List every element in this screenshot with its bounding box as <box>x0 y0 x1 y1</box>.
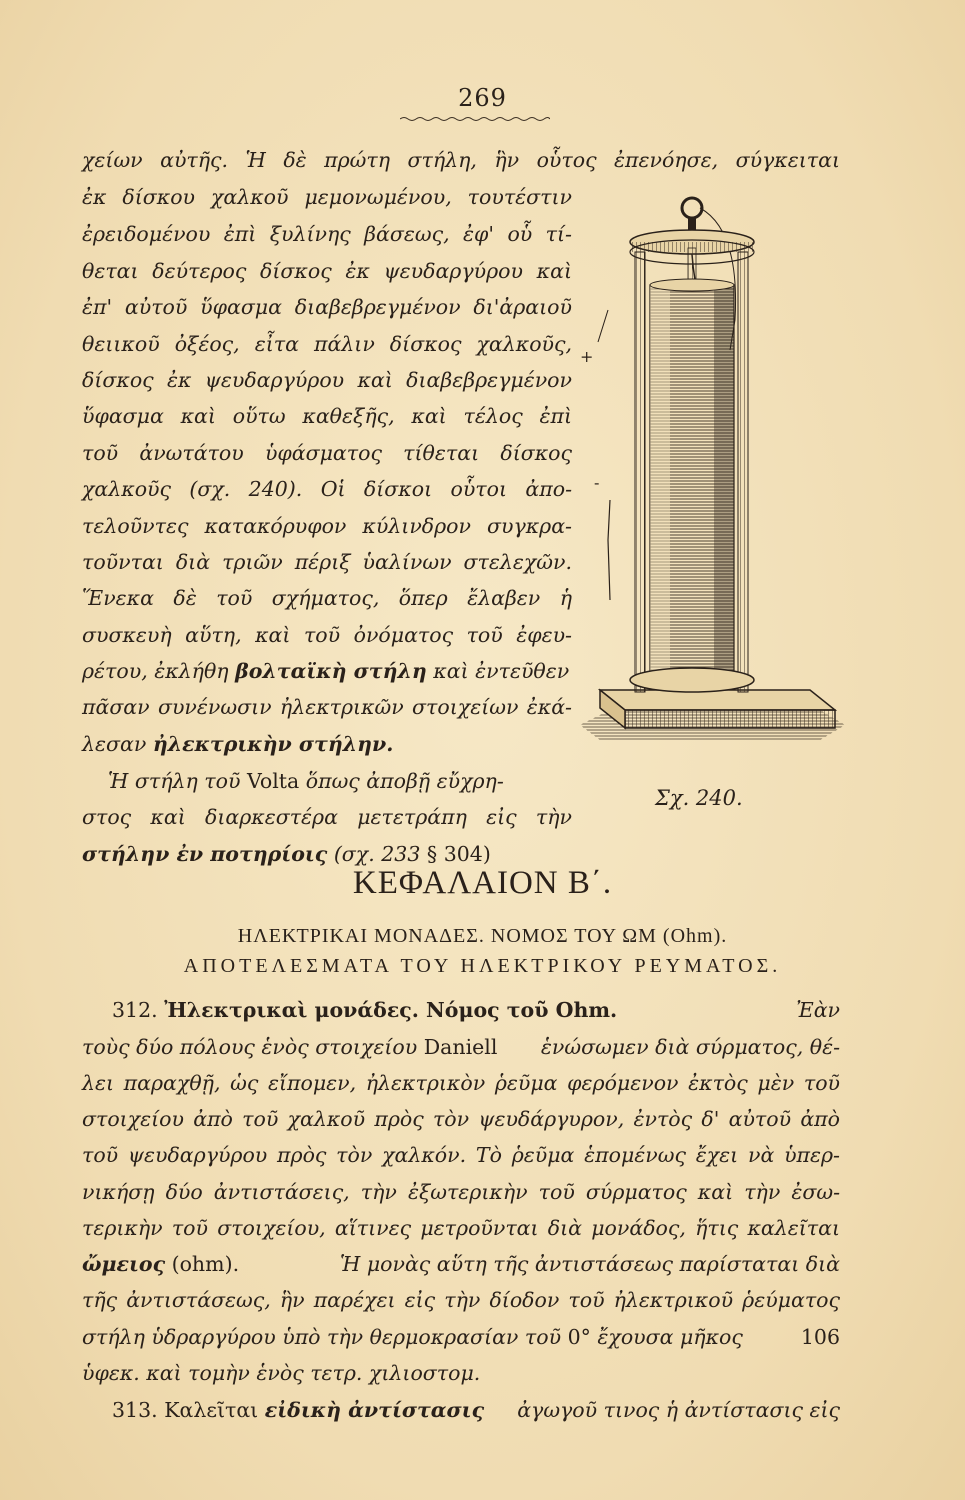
text-line: χαλκοῦς (σχ. 240). Οἱ δίσκοι οὗτοι ἀπο- <box>82 477 572 501</box>
page-number-rule <box>400 116 550 122</box>
text-line: στοιχείου ἀπὸ τοῦ χαλκοῦ πρὸς τὸν ψευδάργυρον, ἐντὸς δ' αὐτοῦ ἀπὸ <box>82 1107 840 1131</box>
text-line: ὤμειος (ohm). Ἡ μονὰς αὕτη τῆς ἀντιστάσεως παρίσταται διὰ <box>82 1252 840 1276</box>
text-line: στήλην ἐν ποτηρίοις (σχ. 233 § 304) <box>82 842 491 866</box>
text-line: στήλη ὑδραργύρου ὑπὸ τὴν θερμοκρασίαν τοῦ 0° ἔχουσα μῆκος 106 <box>82 1325 840 1349</box>
term-electric-pile: ἠλεκτρικὴν στήλην. <box>152 732 394 756</box>
chapter-subheading-1: ΗΛΕΚΤΡΙΚΑΙ ΜΟΝΑΔΕΣ. ΝΟΜΟΣ ΤΟΥ ΩΜ (Ohm). <box>237 925 728 947</box>
text-line: ἐπ' αὐτοῦ ὕφασμα διαβεβρεγμένον δι'ἀραιοῦ <box>82 295 572 319</box>
section-heading: Ἠλεκτρικαὶ μονάδες. Νόμος τοῦ Ohm. <box>164 998 618 1022</box>
section-313-line: 313. Καλεῖται εἰδικὴ ἀντίστασις ἀγωγοῦ τινος ἡ ἀντίστασις εἰς <box>112 1398 840 1422</box>
text-line: ὑφεκ. καὶ τομὴν ἑνὸς τετρ. χιλιοστομ. <box>82 1361 481 1385</box>
text-line: θεται δεύτερος δίσκος ἐκ ψευδαργύρου καὶ <box>82 259 572 283</box>
chapter-title: ΚΕΦΑΛΑΙΟΝ Β΄. <box>352 865 613 901</box>
text-line: ἐρειδομένου ἐπὶ ξυλίνης βάσεως, ἐφ' οὗ τί- <box>82 222 572 246</box>
figure-caption: Σχ. 240. <box>655 786 743 810</box>
term-voltaic-pile: βολταϊκὴ στήλη <box>235 659 427 683</box>
text-line: συσκευὴ αὕτη, καὶ τοῦ ὀνόματος τοῦ ἐφευ- <box>82 623 572 647</box>
minus-sign: - <box>594 473 600 492</box>
text-line: ρέτου, ἐκλήθη βολταϊκὴ στήλη καὶ ἐντεῦθεν <box>82 659 570 683</box>
chapter-subheading-2: ΑΠΟΤΕΛΕΣΜΑΤΑ ΤΟΥ ΗΛΕΚΤΡΙΚΟΥ ΡΕΥΜΑΤΟΣ. <box>183 955 782 977</box>
text-line: ὕφασμα καὶ οὕτω καθεξῆς, καὶ τέλος ἐπὶ <box>82 404 572 428</box>
text-line: πᾶσαν συνένωσιν ἠλεκτρικῶν στοιχείων ἐκά- <box>82 695 572 719</box>
text-line: στος καὶ διαρκεστέρα μετετράπη εἰς τὴν <box>82 805 572 829</box>
voltaic-pile-illustration <box>580 180 850 780</box>
section-number: 313. <box>112 1398 158 1422</box>
text-line: τερικὴν τοῦ στοιχείου, αἵτινες μετροῦνται διὰ μονάδος, ἥτις καλεῖται <box>82 1216 840 1240</box>
text-line: τοὺς δύο πόλους ἑνὸς στοιχείου Daniell ἑνώσωμεν διὰ σύρματος, θέ- <box>82 1035 840 1059</box>
text-line: τοῦ ἀνωτάτου ὑφάσματος τίθεται δίσκος <box>82 441 572 465</box>
text-line: δίσκος ἐκ ψευδαργύρου καὶ διαβεβρεγμένον <box>82 368 572 392</box>
text-line: τῆς ἀντιστάσεως, ἣν παρέχει εἰς τὴν δίοδον τοῦ ἠλεκτρικοῦ ῥεύματος <box>82 1288 840 1312</box>
text-line: Ἡ στήλη τοῦ Volta ὅπως ἀποβῇ εὔχρη- <box>108 769 504 793</box>
text-line: Ἕνεκα δὲ τοῦ σχήματος, ὅπερ ἔλαβεν ἡ <box>82 586 572 610</box>
text-line: λει παραχθῇ, ὡς εἴπομεν, ἠλεκτρικὸν ῥεῦμα φερόμενον ἐκτὸς μὲν τοῦ <box>82 1071 840 1095</box>
text-line: χείων αὐτῆς. Ἡ δὲ πρώτη στήλη, ἣν οὗτος ἐπενόησε, σύγκειται <box>82 148 840 172</box>
plus-sign: + <box>580 347 594 366</box>
section-number: 312. <box>112 998 158 1022</box>
text-line: τοῦνται διὰ τριῶν πέριξ ὑαλίνων στελεχῶν. <box>82 550 572 574</box>
section-312-heading-line: 312. Ἠλεκτρικαὶ μονάδες. Νόμος τοῦ Ohm. Ἐὰν <box>112 998 840 1022</box>
term-specific-resistance: εἰδικὴ ἀντίστασις <box>264 1398 485 1422</box>
page-number: 269 <box>458 84 507 112</box>
term-cup-pile: στήλην ἐν ποτηρίοις <box>82 842 328 866</box>
text-line: ἐκ δίσκου χαλκοῦ μεμονωμένου, τουτέστιν <box>82 185 572 209</box>
text-line: θειικοῦ ὀξέος, εἶτα πάλιν δίσκος χαλκοῦς, <box>82 332 572 356</box>
text-line: λεσαν ἠλεκτρικὴν στήλην. <box>82 732 394 756</box>
text-line: νικήσῃ δύο ἀντιστάσεις, τὴν ἐξωτερικὴν τοῦ σύρματος καὶ τὴν ἐσω- <box>82 1180 840 1204</box>
text-line: τελοῦντες κατακόρυφον κύλινδρον συγκρα- <box>82 514 572 538</box>
term-ohm: ὤμειος <box>82 1252 166 1276</box>
text-line: τοῦ ψευδαργύρου πρὸς τὸν χαλκόν. Τὸ ῥεῦμα ἑπομένως ἔχει νὰ ὑπερ- <box>82 1143 840 1167</box>
